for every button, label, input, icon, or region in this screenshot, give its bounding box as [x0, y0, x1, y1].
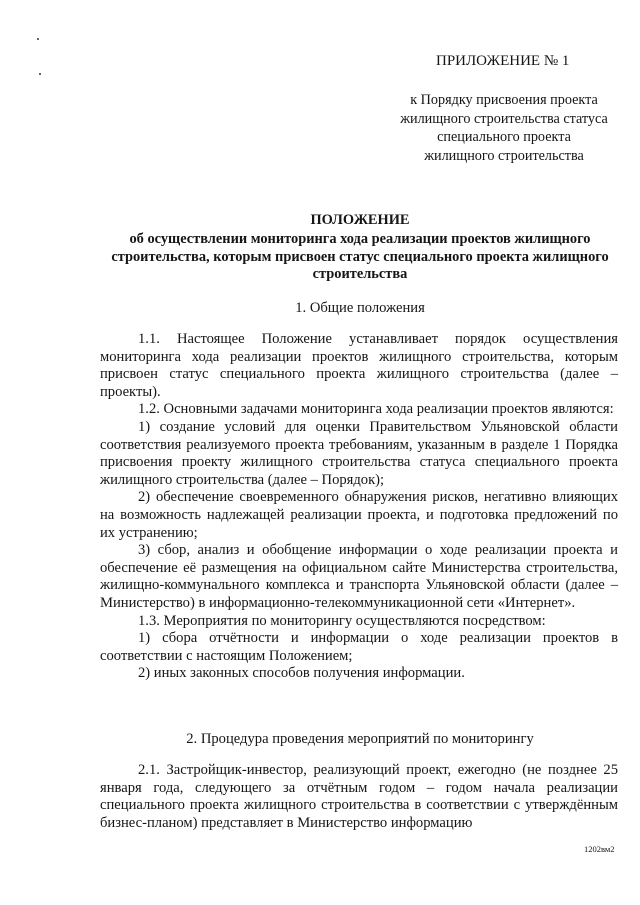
paragraph: 2.1. Застройщик-инвестор, реализующий проект, ежегодно (не позднее 25 января года, следующего за отчётным годом – годом начала реализации специального проекта жилищного строительства в соответствии с утверждённым бизнес-планом) представляет в Министерство информацию: [100, 762, 618, 831]
appendix-title: ПРИЛОЖЕНИЕ № 1: [436, 53, 570, 69]
appendix-ref-line: к Порядку присвоения проекта: [410, 92, 598, 108]
paragraph: 1) сбора отчётности и информации о ходе реализации проектов в соответствии с настоящим Положением;: [100, 630, 618, 664]
appendix-ref-line: специального проекта: [437, 129, 571, 145]
paragraph: 1.3. Мероприятия по мониторингу осуществляются посредством:: [138, 612, 546, 629]
document-title: ПОЛОЖЕНИЕ: [310, 212, 410, 228]
appendix-ref-line: жилищного строительства: [424, 147, 584, 164]
scan-speck: [37, 38, 39, 40]
document-subtitle: об осуществлении мониторинга хода реализации проектов жилищного строительства, которым присвоен статус специального проекта жилищного строительства: [111, 231, 609, 282]
paragraph: 2) обеспечение своевременного обнаружения рисков, негативно влияющих на возможность надлежащей реализации проекта, и подготовка предложений по их устранению;: [100, 489, 618, 541]
document-code: 1202вм2: [584, 844, 615, 854]
section-procedure-body: [100, 762, 618, 832]
section-heading-general: 1. Общие положения: [295, 300, 425, 316]
paragraph: 3) сбор, анализ и обобщение информации о ходе реализации проекта и обеспечение её размещения на официальном сайте Министерства строительства, жилищно-коммунального комплекса и транспорта Ульяновской области (далее – Министерство) в информационно-телекоммуникационной сети «Интернет».: [100, 542, 618, 611]
appendix-ref-line: жилищного строительства статуса: [400, 110, 608, 127]
appendix-reference: [390, 91, 618, 165]
paragraph: 1.1. Настоящее Положение устанавливает порядок осуществления мониторинга хода реализации проектов жилищного строительства, которым присвоен статус специального проекта жилищного строительства (далее – проекты).: [100, 331, 618, 400]
section-heading-procedure: 2. Процедура проведения мероприятий по мониторингу: [186, 731, 534, 747]
paragraph: 1) создание условий для оценки Правительством Ульяновской области соответствия реализуемого проекта требованиям, указанным в разделе 1 Порядка присвоения проекту жилищного строительства статуса специального проекта жилищного строительства (далее – Порядок);: [100, 418, 618, 488]
paragraph: 2) иных законных способов получения информации.: [138, 665, 465, 682]
paragraph: 1.2. Основными задачами мониторинга хода реализации проектов являются:: [138, 401, 614, 418]
scan-speck: [39, 73, 41, 75]
section-general-body: [100, 331, 618, 683]
